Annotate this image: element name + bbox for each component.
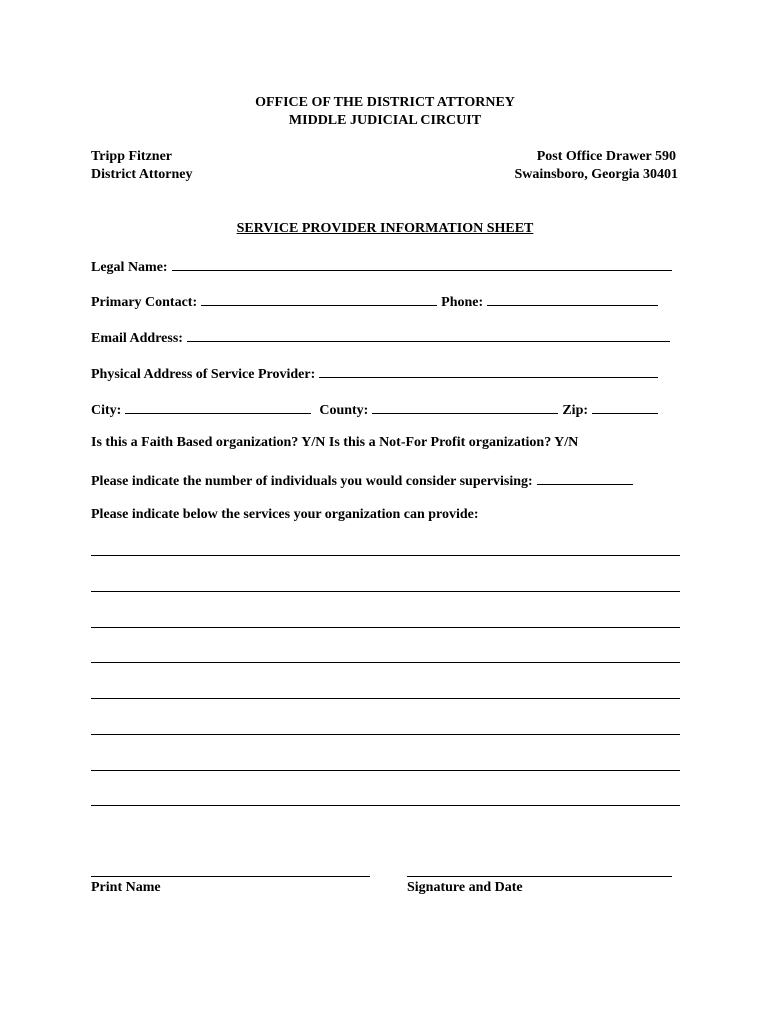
individuals-row — [91, 470, 633, 491]
legal-name-label: Legal Name: — [91, 260, 168, 275]
office-title: OFFICE OF THE DISTRICT ATTORNEY — [255, 95, 515, 110]
services-line[interactable] — [91, 627, 680, 628]
individuals-label: Please indicate the number of individuals you would consider supervising: — [91, 474, 533, 489]
individuals-field[interactable] — [537, 470, 633, 485]
legal-name-row — [91, 256, 672, 277]
zip-label: Zip: — [562, 403, 589, 418]
print-name-line[interactable] — [91, 876, 370, 877]
print-name-label: Print Name — [91, 880, 161, 895]
phone-label: Phone: — [441, 295, 484, 310]
services-line[interactable] — [91, 591, 680, 592]
primary-contact-label: Primary Contact: — [91, 295, 198, 310]
da-name: Tripp Fitzner — [91, 149, 173, 164]
po-box: Post Office Drawer 590 — [536, 149, 676, 164]
da-role: District Attorney — [91, 167, 193, 182]
services-line[interactable] — [91, 555, 680, 556]
city-row — [91, 399, 658, 420]
signature-date-label: Signature and Date — [407, 880, 523, 895]
contact-row — [91, 291, 658, 312]
services-line[interactable] — [91, 698, 680, 699]
zip-field[interactable] — [592, 399, 658, 414]
circuit-title: MIDDLE JUDICIAL CIRCUIT — [288, 113, 482, 128]
services-line[interactable] — [91, 805, 680, 806]
email-label: Email Address: — [91, 331, 183, 346]
primary-contact-field[interactable] — [201, 291, 437, 306]
legal-name-field[interactable] — [172, 256, 672, 271]
address-row — [91, 363, 658, 384]
city-field[interactable] — [125, 399, 311, 414]
email-row — [91, 327, 670, 348]
signature-line[interactable] — [407, 876, 672, 877]
city-label: City: — [91, 403, 122, 418]
faith-based-question: Is this a Faith Based organization? Y/N Is this a Not-For Profit organization? Y/N — [91, 435, 579, 450]
county-field[interactable] — [372, 399, 558, 414]
physical-address-label: Physical Address of Service Provider: — [91, 367, 316, 382]
services-line[interactable] — [91, 662, 680, 663]
form-title: SERVICE PROVIDER INFORMATION SHEET — [236, 221, 534, 236]
physical-address-field[interactable] — [319, 363, 658, 378]
phone-field[interactable] — [487, 291, 658, 306]
services-label: Please indicate below the services your organization can provide: — [91, 507, 479, 522]
services-line[interactable] — [91, 734, 680, 735]
city-state-zip: Swainsboro, Georgia 30401 — [514, 167, 678, 182]
county-label: County: — [319, 403, 369, 418]
email-field[interactable] — [187, 327, 670, 342]
services-line[interactable] — [91, 770, 680, 771]
